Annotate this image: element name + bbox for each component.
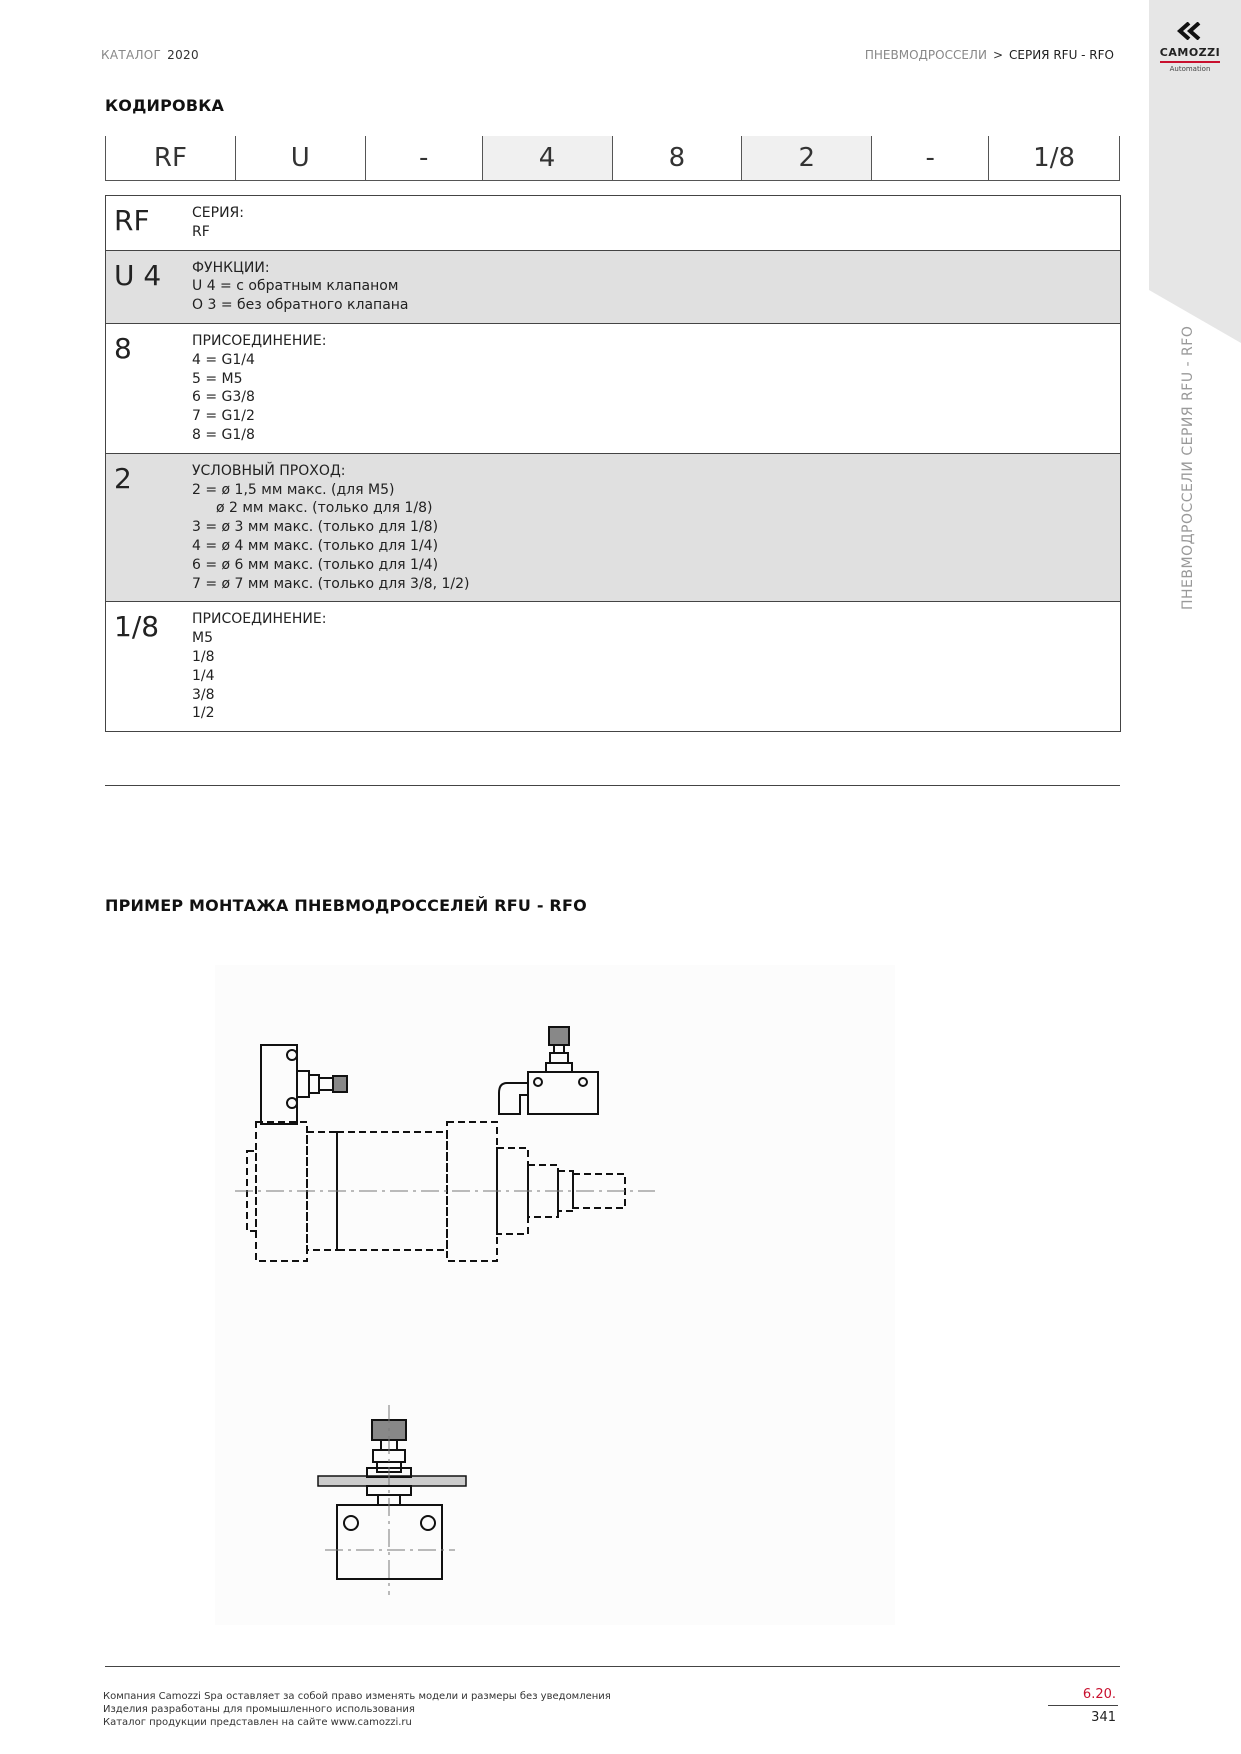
row-description: УСЛОВНЫЙ ПРОХОД: 2 = ø 1,5 мм макс. (для M5) ø 2 мм макс. (только для 1/8) 3 = ø 3 мм макс. (только для 1/8) 4 = ø 4 мм макс. (только для 1/4) 6 = ø 6 мм макс. (только для 1/4) 7 = ø 7 мм макс. (только для 3/8, 1/2) xyxy=(192,462,470,592)
sidebar-band xyxy=(1149,0,1241,1754)
table-row xyxy=(106,454,1120,603)
code-cell: - xyxy=(872,136,989,180)
mounting-drawing xyxy=(215,965,895,1625)
row-key: 8 xyxy=(114,331,132,365)
code-cell: 4 xyxy=(483,136,613,180)
code-row xyxy=(105,136,1120,181)
coding-table xyxy=(105,195,1121,732)
page-number-rule xyxy=(1048,1705,1118,1706)
table-row xyxy=(106,196,1120,251)
table-row xyxy=(106,602,1120,732)
footer-notes: Компания Camozzi Spa оставляет за собой право изменять модели и размеры без уведомления Изделия разработаны для промышленного использования Каталог продукции представлен на сайте www.camozzi.ru xyxy=(103,1691,611,1728)
row-key: 2 xyxy=(114,461,132,495)
table-row xyxy=(106,251,1120,324)
mounting-title: ПРИМЕР МОНТАЖА ПНЕВМОДРОССЕЛЕЙ RFU - RFO xyxy=(105,896,587,915)
row-description: СЕРИЯ: RF xyxy=(192,205,244,240)
camozzi-mark-icon xyxy=(1177,22,1203,40)
logo-underline xyxy=(1160,61,1220,63)
row-description: ПРИСОЕДИНЕНИЕ: 4 = G1/4 5 = M5 6 = G3/8 7 = G1/2 8 = G1/8 xyxy=(192,332,327,443)
row-description: ФУНКЦИИ: U 4 = с обратным клапаном O 3 = без обратного клапана xyxy=(192,259,409,314)
code-cell: RF xyxy=(105,136,236,180)
row-key: U 4 xyxy=(114,258,162,292)
page-number: 341 xyxy=(1091,1710,1116,1725)
breadcrumb-separator: > xyxy=(992,48,1003,62)
row-description: ПРИСОЕДИНЕНИЕ: M5 1/8 1/4 3/8 1/2 xyxy=(192,611,327,722)
code-cell: 8 xyxy=(613,136,743,180)
section-number: 6.20. xyxy=(1082,1687,1116,1702)
code-cell: U xyxy=(236,136,366,180)
row-key: RF xyxy=(114,204,150,237)
catalog-year: 2020 xyxy=(167,48,199,62)
coding-title: КОДИРОВКА xyxy=(105,96,225,115)
section-divider xyxy=(105,785,1120,786)
catalog-text: КАТАЛОГ xyxy=(101,48,162,62)
footer-divider xyxy=(105,1666,1120,1667)
code-cell: 1/8 xyxy=(989,136,1120,180)
breadcrumb-current: СЕРИЯ RFU - RFO xyxy=(1009,48,1114,62)
code-cell: - xyxy=(366,136,483,180)
catalog-label xyxy=(101,48,199,62)
logo-subtitle: Automation xyxy=(1169,65,1211,73)
breadcrumb-section[interactable]: ПНЕВМОДРОССЕЛИ xyxy=(864,48,987,62)
logo-brand: CAMOZZI xyxy=(1159,46,1221,59)
breadcrumb xyxy=(865,48,1114,62)
code-cell: 2 xyxy=(742,136,872,180)
row-key: 1/8 xyxy=(114,610,160,644)
table-row xyxy=(106,324,1120,454)
camozzi-logo xyxy=(1150,22,1230,73)
